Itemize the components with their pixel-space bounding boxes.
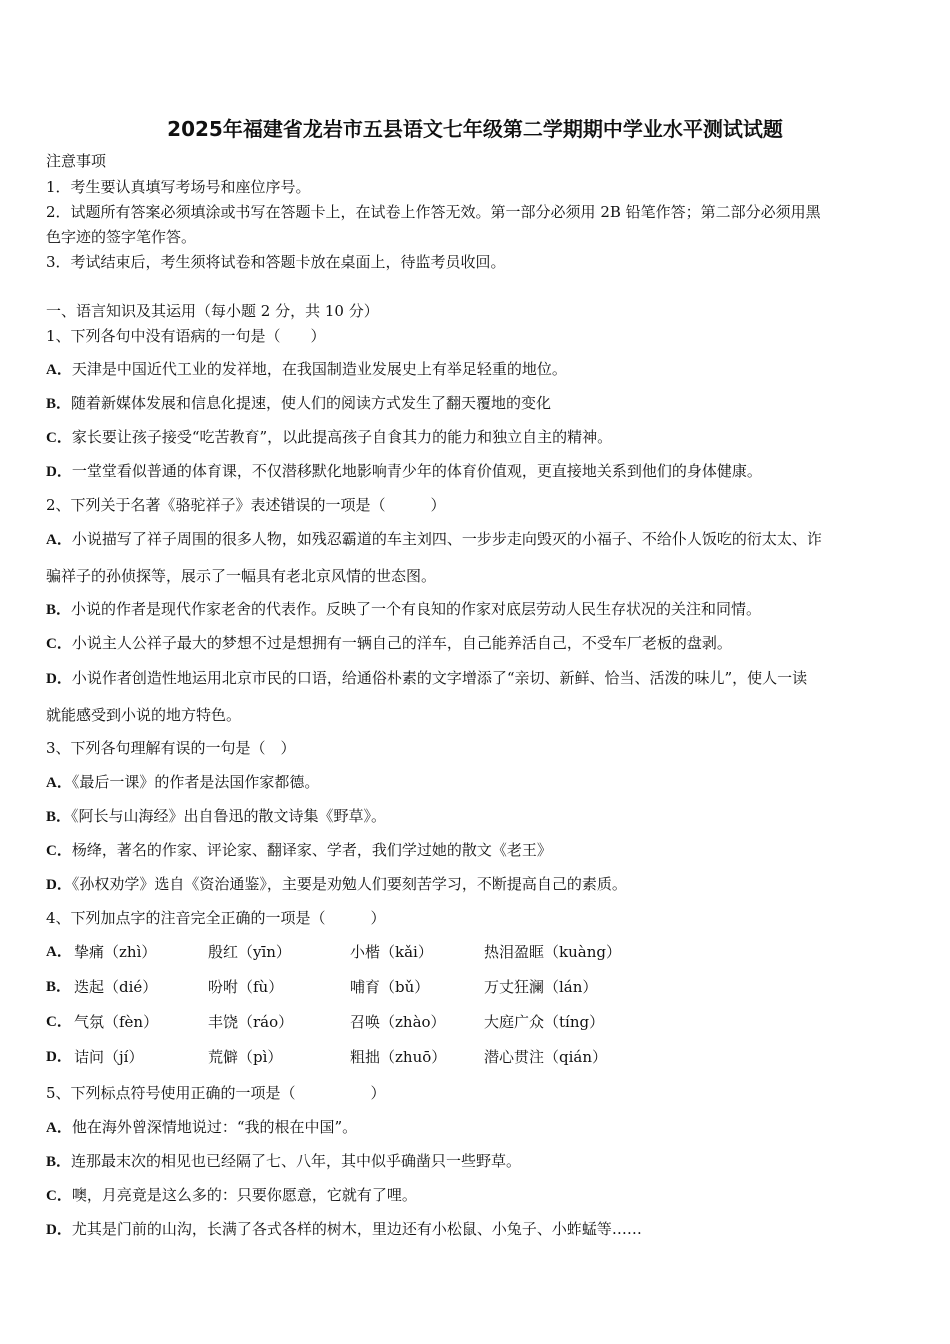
q4-option-d[interactable] (46, 1047, 906, 1067)
option-label: C． (46, 430, 72, 446)
option-label: D． (46, 671, 72, 687)
page-title: 2025年福建省龙岩市五县语文七年级第二学期期中学业水平测试试题 (167, 117, 783, 141)
option-label: A． (46, 944, 72, 960)
option-text: 他在海外曾深情地说过：“我的根在中国”。 (71, 1118, 358, 1136)
pinyin-item: 大庭广众（tíng） (484, 1013, 605, 1031)
q3-stem: 3、下列各句理解有误的一句是（ ） (46, 739, 296, 757)
option-text: 随着新媒体发展和信息化提速，使人们的阅读方式发生了翻天覆地的变化 (71, 394, 552, 412)
pinyin-item: 吩咐（fù） (208, 978, 284, 996)
pinyin-item: 万丈狂澜（lán） (484, 978, 598, 996)
option-label: A． (46, 775, 72, 791)
q1-option-c[interactable] (46, 427, 612, 448)
q4-option-b[interactable] (46, 977, 906, 997)
option-label: B． (46, 602, 72, 618)
option-label: D． (46, 877, 72, 893)
q1-option-b[interactable] (46, 393, 551, 414)
option-text: 《孙权劝学》选自《资治通鉴》，主要是劝勉人们要刻苦学习，不断提高自己的素质。 (71, 875, 627, 893)
option-label: B． (46, 979, 72, 995)
pinyin-item: 小楷（kǎi） (350, 943, 433, 961)
option-label: A． (46, 1120, 72, 1136)
pinyin-item: 诘问（jí） (74, 1048, 144, 1066)
option-text: 《阿长与山海经》出自鲁迅的散文诗集《野草》。 (71, 807, 387, 825)
pinyin-item: 挚痛（zhì） (74, 943, 157, 961)
q3-option-a[interactable] (46, 772, 319, 793)
option-label: B． (46, 809, 72, 825)
option-label: C． (46, 1188, 72, 1204)
pinyin-item: 殷红（yīn） (208, 943, 291, 961)
q2-option-d-cont: 就能感受到小说的地方特色。 (46, 706, 242, 724)
q4-stem: 4、下列加点字的注音完全正确的一项是（ ） (46, 909, 386, 927)
q1-option-d[interactable] (46, 461, 762, 482)
q2-option-b[interactable] (46, 599, 761, 620)
option-label: D． (46, 1222, 72, 1238)
notice-item-3: 3．考试结束后，考生须将试卷和答题卡放在桌面上，待监考员收回。 (46, 253, 506, 271)
pinyin-item: 哺育（bǔ） (350, 978, 430, 996)
q5-option-b[interactable] (46, 1151, 521, 1172)
q3-option-d[interactable] (46, 874, 627, 895)
pinyin-item: 丰饶（ráo） (208, 1013, 294, 1031)
notice-item-2-cont: 色字迹的签字笔作答。 (46, 228, 197, 246)
q5-option-c[interactable] (46, 1185, 417, 1206)
pinyin-item: 粗拙（zhuō） (350, 1048, 447, 1066)
q5-option-a[interactable] (46, 1117, 357, 1138)
q2-option-a-cont: 骗祥子的孙侦探等，展示了一幅具有老北京风情的世态图。 (46, 567, 437, 585)
option-text: 尤其是门前的山沟，长满了各式各样的树木，里边还有小松鼠、小兔子、小蚱蜢等…… (71, 1220, 642, 1238)
pinyin-item: 迭起（dié） (74, 978, 158, 996)
notice-heading: 注意事项 (46, 152, 107, 170)
notice-item-1: 1．考生要认真填写考场号和座位序号。 (46, 178, 311, 196)
q4-option-c[interactable] (46, 1012, 906, 1032)
q3-option-b[interactable] (46, 806, 386, 827)
q1-stem: 1、下列各句中没有语病的一句是（ ） (46, 327, 326, 345)
option-label: A． (46, 362, 72, 378)
option-text: 连那最末次的相见也已经隔了七、八年，其中似乎确凿只一些野草。 (71, 1152, 522, 1170)
option-text: 小说作者创造性地运用北京市民的口语，给通俗朴素的文字增添了“亲切、新鲜、恰当、活泼的味儿”，使人一读 (71, 669, 808, 687)
option-label: B． (46, 396, 72, 412)
option-label: C． (46, 1014, 72, 1030)
option-text: 小说主人公祥子最大的梦想不过是想拥有一辆自己的洋车，自己能养活自己，不受车厂老板的盘剥。 (71, 634, 732, 652)
pinyin-item: 召唤（zhào） (350, 1013, 446, 1031)
option-label: C． (46, 636, 72, 652)
q2-option-c[interactable] (46, 633, 732, 654)
option-text: 噢，月亮竟是这么多的：只要你愿意，它就有了哩。 (71, 1186, 417, 1204)
option-text: 小说描写了祥子周围的很多人物，如残忍霸道的车主刘四、一步步走向毁灭的小福子、不给仆人饭吃的衍太太、诈 (71, 530, 822, 548)
q5-stem: 5、下列标点符号使用正确的一项是（ ） (46, 1084, 386, 1102)
pinyin-item: 气氛（fèn） (74, 1013, 159, 1031)
q2-option-a[interactable] (46, 529, 822, 550)
option-text: 天津是中国近代工业的发祥地，在我国制造业发展史上有举足轻重的地位。 (71, 360, 567, 378)
option-label: C． (46, 843, 72, 859)
pinyin-item: 荒僻（pì） (208, 1048, 283, 1066)
notice-item-2: 2．试题所有答案必须填涂或书写在答题卡上，在试卷上作答无效。第一部分必须用 2B 铅笔作答；第二部分必须用黑 (46, 203, 821, 221)
q2-option-d[interactable] (46, 668, 807, 689)
q4-option-a[interactable] (46, 942, 906, 962)
option-label: D． (46, 1049, 72, 1065)
pinyin-item: 潜心贯注（qián） (484, 1048, 608, 1066)
section-heading: 一、语言知识及其运用（每小题 2 分，共 10 分） (46, 302, 379, 320)
option-label: A． (46, 532, 72, 548)
q1-option-a[interactable] (46, 359, 567, 380)
option-text: 一堂堂看似普通的体育课，不仅潜移默化地影响青少年的体育价值观，更直接地关系到他们的身体健康。 (71, 462, 762, 480)
option-text: 《最后一课》的作者是法国作家都德。 (71, 773, 320, 791)
option-label: D． (46, 464, 72, 480)
q2-stem: 2、下列关于名著《骆驼祥子》表述错误的一项是（ ） (46, 496, 446, 514)
option-label: B． (46, 1154, 72, 1170)
q5-option-d[interactable] (46, 1219, 642, 1240)
option-text: 家长要让孩子接受“吃苦教育”，以此提高孩子自食其力的能力和独立自主的精神。 (71, 428, 613, 446)
pinyin-item: 热泪盈眶（kuàng） (484, 943, 621, 961)
q3-option-c[interactable] (46, 840, 552, 861)
option-text: 小说的作者是现代作家老舍的代表作。反映了一个有良知的作家对底层劳动人民生存状况的关注和同情。 (71, 600, 762, 618)
option-text: 杨绛，著名的作家、评论家、翻译家、学者，我们学过她的散文《老王》 (71, 841, 552, 859)
